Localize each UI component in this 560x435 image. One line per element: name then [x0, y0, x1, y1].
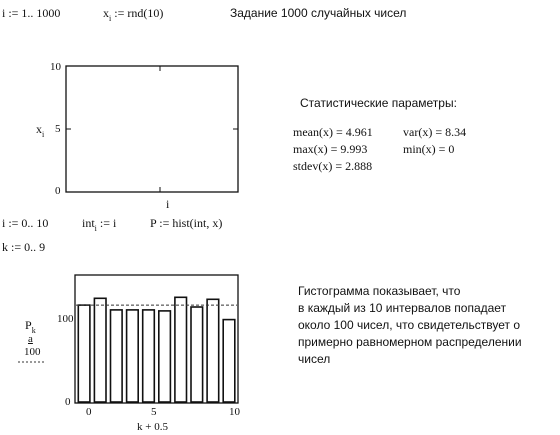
stat-min: min(x) = 0 [403, 142, 455, 156]
int-definition: int$_i$ := i [82, 216, 117, 233]
hist-x-tick-10: 10 [229, 406, 240, 418]
conclusion-line: в каждый из 10 интервалов попадает [298, 301, 507, 315]
hist-x-tick-0: 0 [86, 406, 92, 418]
page-title: Задание 1000 случайных чисел [230, 6, 407, 20]
k-range-definition: k := 0.. 9 [2, 240, 46, 254]
hist-ref-numerator: a [28, 333, 33, 345]
range-definition: i := 1.. 1000 [2, 6, 61, 20]
conclusion-line: примерно равномерном распределении [298, 335, 522, 349]
rnd-rhs: := rnd(10) [114, 6, 164, 20]
rnd-subscript: i [109, 14, 112, 23]
hist-y-tick-0: 0 [65, 396, 71, 408]
stats-heading: Статистические параметры: [300, 96, 457, 110]
conclusion-line: около 100 чисел, что свидетельствует о [298, 318, 520, 332]
conclusion-line: Гистограмма показывает, что [298, 284, 461, 298]
scatter-x-label: i [166, 197, 170, 211]
conclusion-text [298, 283, 556, 368]
stat-var: var(x) = 8.34 [403, 125, 467, 139]
hist-ref-denominator: 100 [24, 346, 41, 358]
hist-y-tick-100: 100 [57, 313, 74, 325]
scatter-y-tick-5: 5 [55, 123, 61, 135]
scatter-y-tick-0: 0 [55, 185, 61, 197]
i-range-definition: i := 0.. 10 [2, 216, 49, 230]
hist-x-tick-5: 5 [151, 406, 157, 418]
stat-mean: mean(x) = 4.961 [293, 125, 373, 139]
conclusion-line: чисел [298, 352, 331, 366]
rnd-lhs: x [103, 6, 109, 20]
stat-max: max(x) = 9.993 [293, 142, 368, 156]
hist-definition: P := hist(int, x) [150, 216, 223, 230]
scatter-y-label: $x_i$ [36, 122, 45, 139]
hist-y-label: $P_k$ [25, 318, 36, 335]
hist-x-label: k + 0.5 [137, 421, 168, 433]
scatter-y-tick-10: 10 [50, 61, 61, 73]
stat-stdev: stdev(x) = 2.888 [293, 159, 373, 173]
